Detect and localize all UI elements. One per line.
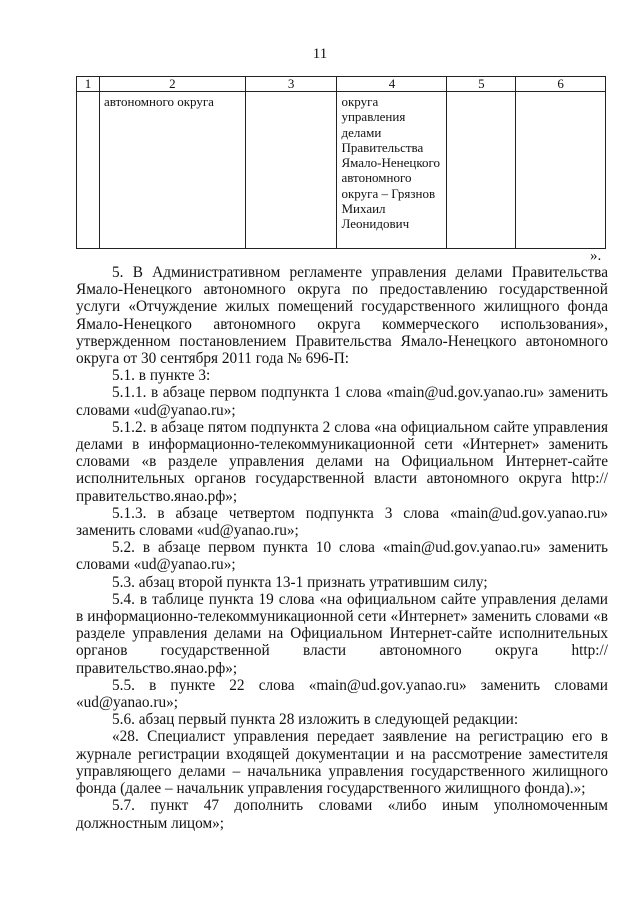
paragraph: 5.4. в таблице пункта 19 слова «на официальном сайте управления делами в информационно-телекоммуникационной сети «Интернет» заменить словами «в разделе управления делами на Официальном Интернет-сайте исполнительных органов государственной власти автономного округа http://правительство.янао.рф»; bbox=[76, 590, 608, 677]
table-cell bbox=[77, 92, 100, 249]
table-header-row bbox=[77, 77, 606, 92]
paragraph: 5. В Административном регламенте управления делами Правительства Ямало-Ненецкого автономного округа по предоставлению государственной услуги «Отчуждение жилых помещений государственного жилищного фонда Ямало-Ненецкого автономного округа коммерческого использования», утвержденном постановлением Правительства Ямало-Ненецкого автономного округа от 30 сентября 2011 года № 696-П: bbox=[76, 264, 608, 368]
paragraph: 5.1.1. в абзаце первом подпункта 1 слова «main@ud.gov.yanao.ru» заменить словами «ud@yanao.ru»; bbox=[76, 384, 608, 419]
table-header-cell: 2 bbox=[99, 77, 245, 92]
document-body bbox=[76, 264, 608, 832]
paragraph: 5.1.3. в абзаце четвертом подпункта 3 слова «main@ud.gov.yanao.ru» заменить словами «ud@yanao.ru»; bbox=[76, 504, 608, 540]
table-cell bbox=[447, 92, 516, 249]
table-header-cell: 5 bbox=[447, 77, 516, 92]
page-number: 11 bbox=[312, 46, 328, 62]
table-header-cell: 4 bbox=[337, 77, 447, 92]
closing-quote-mark: ». bbox=[590, 248, 602, 264]
paragraph: 5.3. абзац второй пункта 13-1 признать утратившим силу; bbox=[112, 573, 488, 591]
paragraph: «28. Специалист управления передает заявление на регистрацию его в журнале регистрации входящей документации и на рассмотрение заместителя управляющего делами – начальника управления государственного жилищного фонда (далее – начальник управления государственного жилищного фонда).»; bbox=[76, 728, 608, 798]
table-cell: автономного округа bbox=[99, 92, 245, 249]
paragraph: 5.6. абзац первый пункта 28 изложить в следующей редакции: bbox=[112, 711, 519, 729]
paragraph: 5.1.2. в абзаце пятом подпункта 2 слова «на официальном сайте управления делами в информационно-телекоммуникационной сети «Интернет» заменить словами «в разделе управления делами на Официальном Интернет-сайте исполнительных органов государственной власти автономного округа http://правительство.янао.рф»; bbox=[76, 418, 608, 505]
table-header-cell: 3 bbox=[245, 77, 337, 92]
paragraph: 5.2. в абзаце первом пункта 10 слова «main@ud.gov.yanao.ru» заменить словами «ud@yanao.ru»; bbox=[76, 539, 608, 574]
table-header-cell: 6 bbox=[516, 77, 606, 92]
table-row bbox=[77, 92, 606, 249]
paragraph: 5.7. пункт 47 дополнить словами «либо иным уполномоченным должностным лицом»; bbox=[76, 797, 608, 832]
table-cell bbox=[516, 92, 606, 249]
paragraph: 5.5. в пункте 22 слова «main@ud.gov.yanao.ru» заменить словами «ud@yanao.ru»; bbox=[76, 676, 608, 712]
table-cell bbox=[245, 92, 337, 249]
table-cell: округа управления делами Правительства Ямало-Ненецкого автономного округа – Грязнов Михаил Леонидович bbox=[337, 92, 447, 249]
table-header-cell: 1 bbox=[77, 77, 100, 92]
paragraph: 5.1. в пункте 3: bbox=[112, 367, 211, 385]
continuation-table bbox=[76, 76, 606, 249]
